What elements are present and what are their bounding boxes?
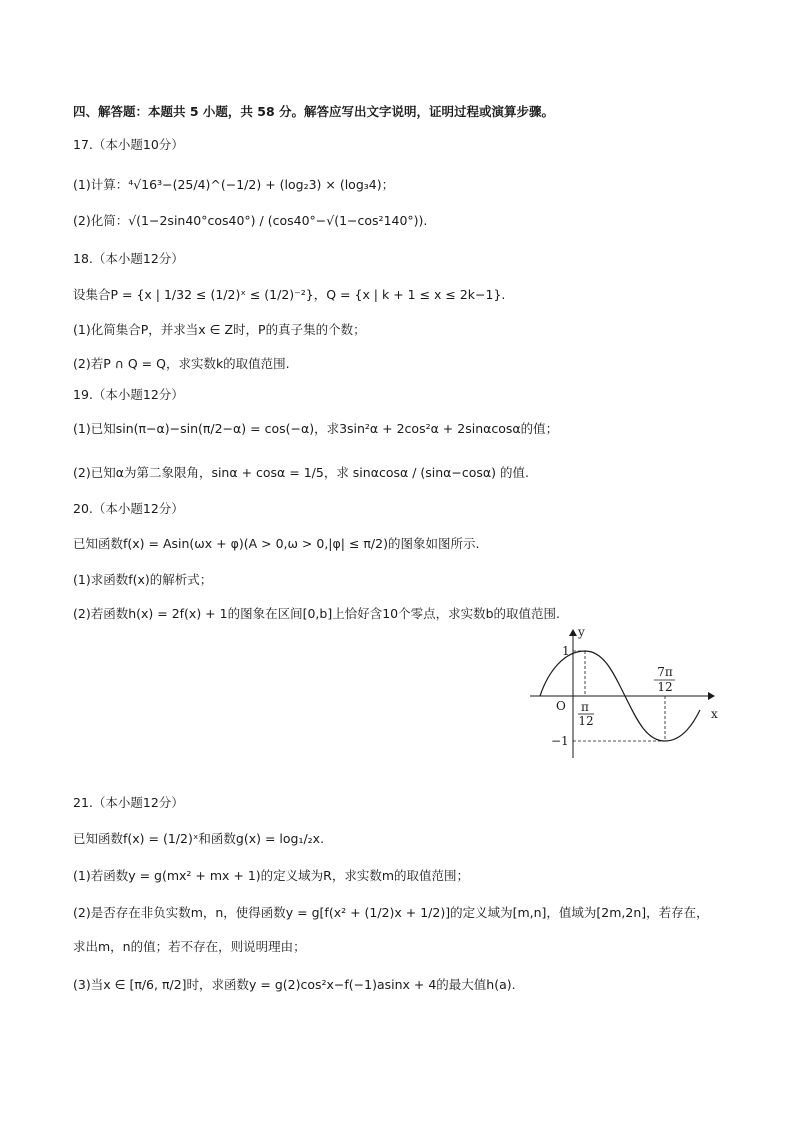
origin-label: O [556, 699, 566, 713]
q18-heading: 18.（本小题12分） [73, 251, 184, 266]
q18-intro: 设集合P = {x | 1/32 ≤ (1/2)ˣ ≤ (1/2)⁻²}，Q = {x | k + 1 ≤ x ≤ 2k−1}. [73, 287, 506, 302]
q19-part2: (2)已知α为第二象限角，sinα + cosα = 1/5，求 sinαcosα / (sinα−cosα) 的值. [73, 465, 529, 480]
x1-label-den: 12 [578, 714, 594, 728]
q21-part1: (1)若函数y = g(mx² + mx + 1)的定义域为R，求实数m的取值范围； [73, 868, 470, 883]
q17-heading: 17.（本小题10分） [73, 137, 184, 152]
q18-part1: (1)化简集合P，并求当x ∈ Z时，P的真子集的个数； [73, 322, 366, 337]
q17-part2: (2)化简：√(1−2sin40°cos40°) / (cos40°−√(1−cos²140°)). [73, 213, 428, 228]
x1-label-num: π [581, 700, 589, 714]
section-title: 四、解答题：本题共 5 小题，共 58 分。解答应写出文字说明，证明过程或演算步骤。 [73, 104, 555, 119]
q20-heading: 20.（本小题12分） [73, 501, 184, 516]
q21-part2b: 求出m，n的值；若不存在，则说明理由； [73, 939, 306, 954]
x-axis-label: x [711, 707, 718, 721]
q21-part3: (3)当x ∈ [π/6, π/2]时，求函数y = g(2)cos²x−f(−1)asinx + 4的最大值h(a). [73, 977, 516, 992]
q21-heading: 21.（本小题12分） [73, 795, 184, 810]
q18-part2: (2)若P ∩ Q = Q，求实数k的取值范围. [73, 356, 290, 371]
q20-part1: (1)求函数f(x)的解析式； [73, 572, 213, 587]
q19-heading: 19.（本小题12分） [73, 387, 184, 402]
q21-part2a: (2)是否存在非负实数m，n，使得函数y = g[f(x² + (1/2)x + 1/2)]的定义域为[m,n]，值域为[2m,2n]，若存在， [73, 905, 709, 920]
q17-part1: (1)计算：⁴√16³−(25/4)^(−1/2) + (log₂3) × (log₃4)； [73, 177, 395, 192]
y-min-label: −1 [551, 734, 569, 748]
y-max-label: 1 [562, 644, 570, 658]
q19-part1: (1)已知sin(π−α)−sin(π/2−α) = cos(−α)，求3sin²α + 2cos²α + 2sinαcosα的值； [73, 421, 559, 436]
q20-intro: 已知函数f(x) = Asin(ωx + φ)(A > 0,ω > 0,|φ| ≤ π/2)的图象如图所示. [73, 536, 480, 551]
sine-graph [528, 624, 728, 759]
q20-part2: (2)若函数h(x) = 2f(x) + 1的图象在区间[0,b]上恰好含10个零点，求实数b的取值范围. [73, 606, 561, 621]
x2-label-den: 12 [657, 680, 673, 694]
q21-intro: 已知函数f(x) = (1/2)ˣ和函数g(x) = log₁/₂x. [73, 831, 325, 846]
y-axis-label: y [578, 625, 585, 639]
x2-label-num: 7π [657, 665, 673, 679]
